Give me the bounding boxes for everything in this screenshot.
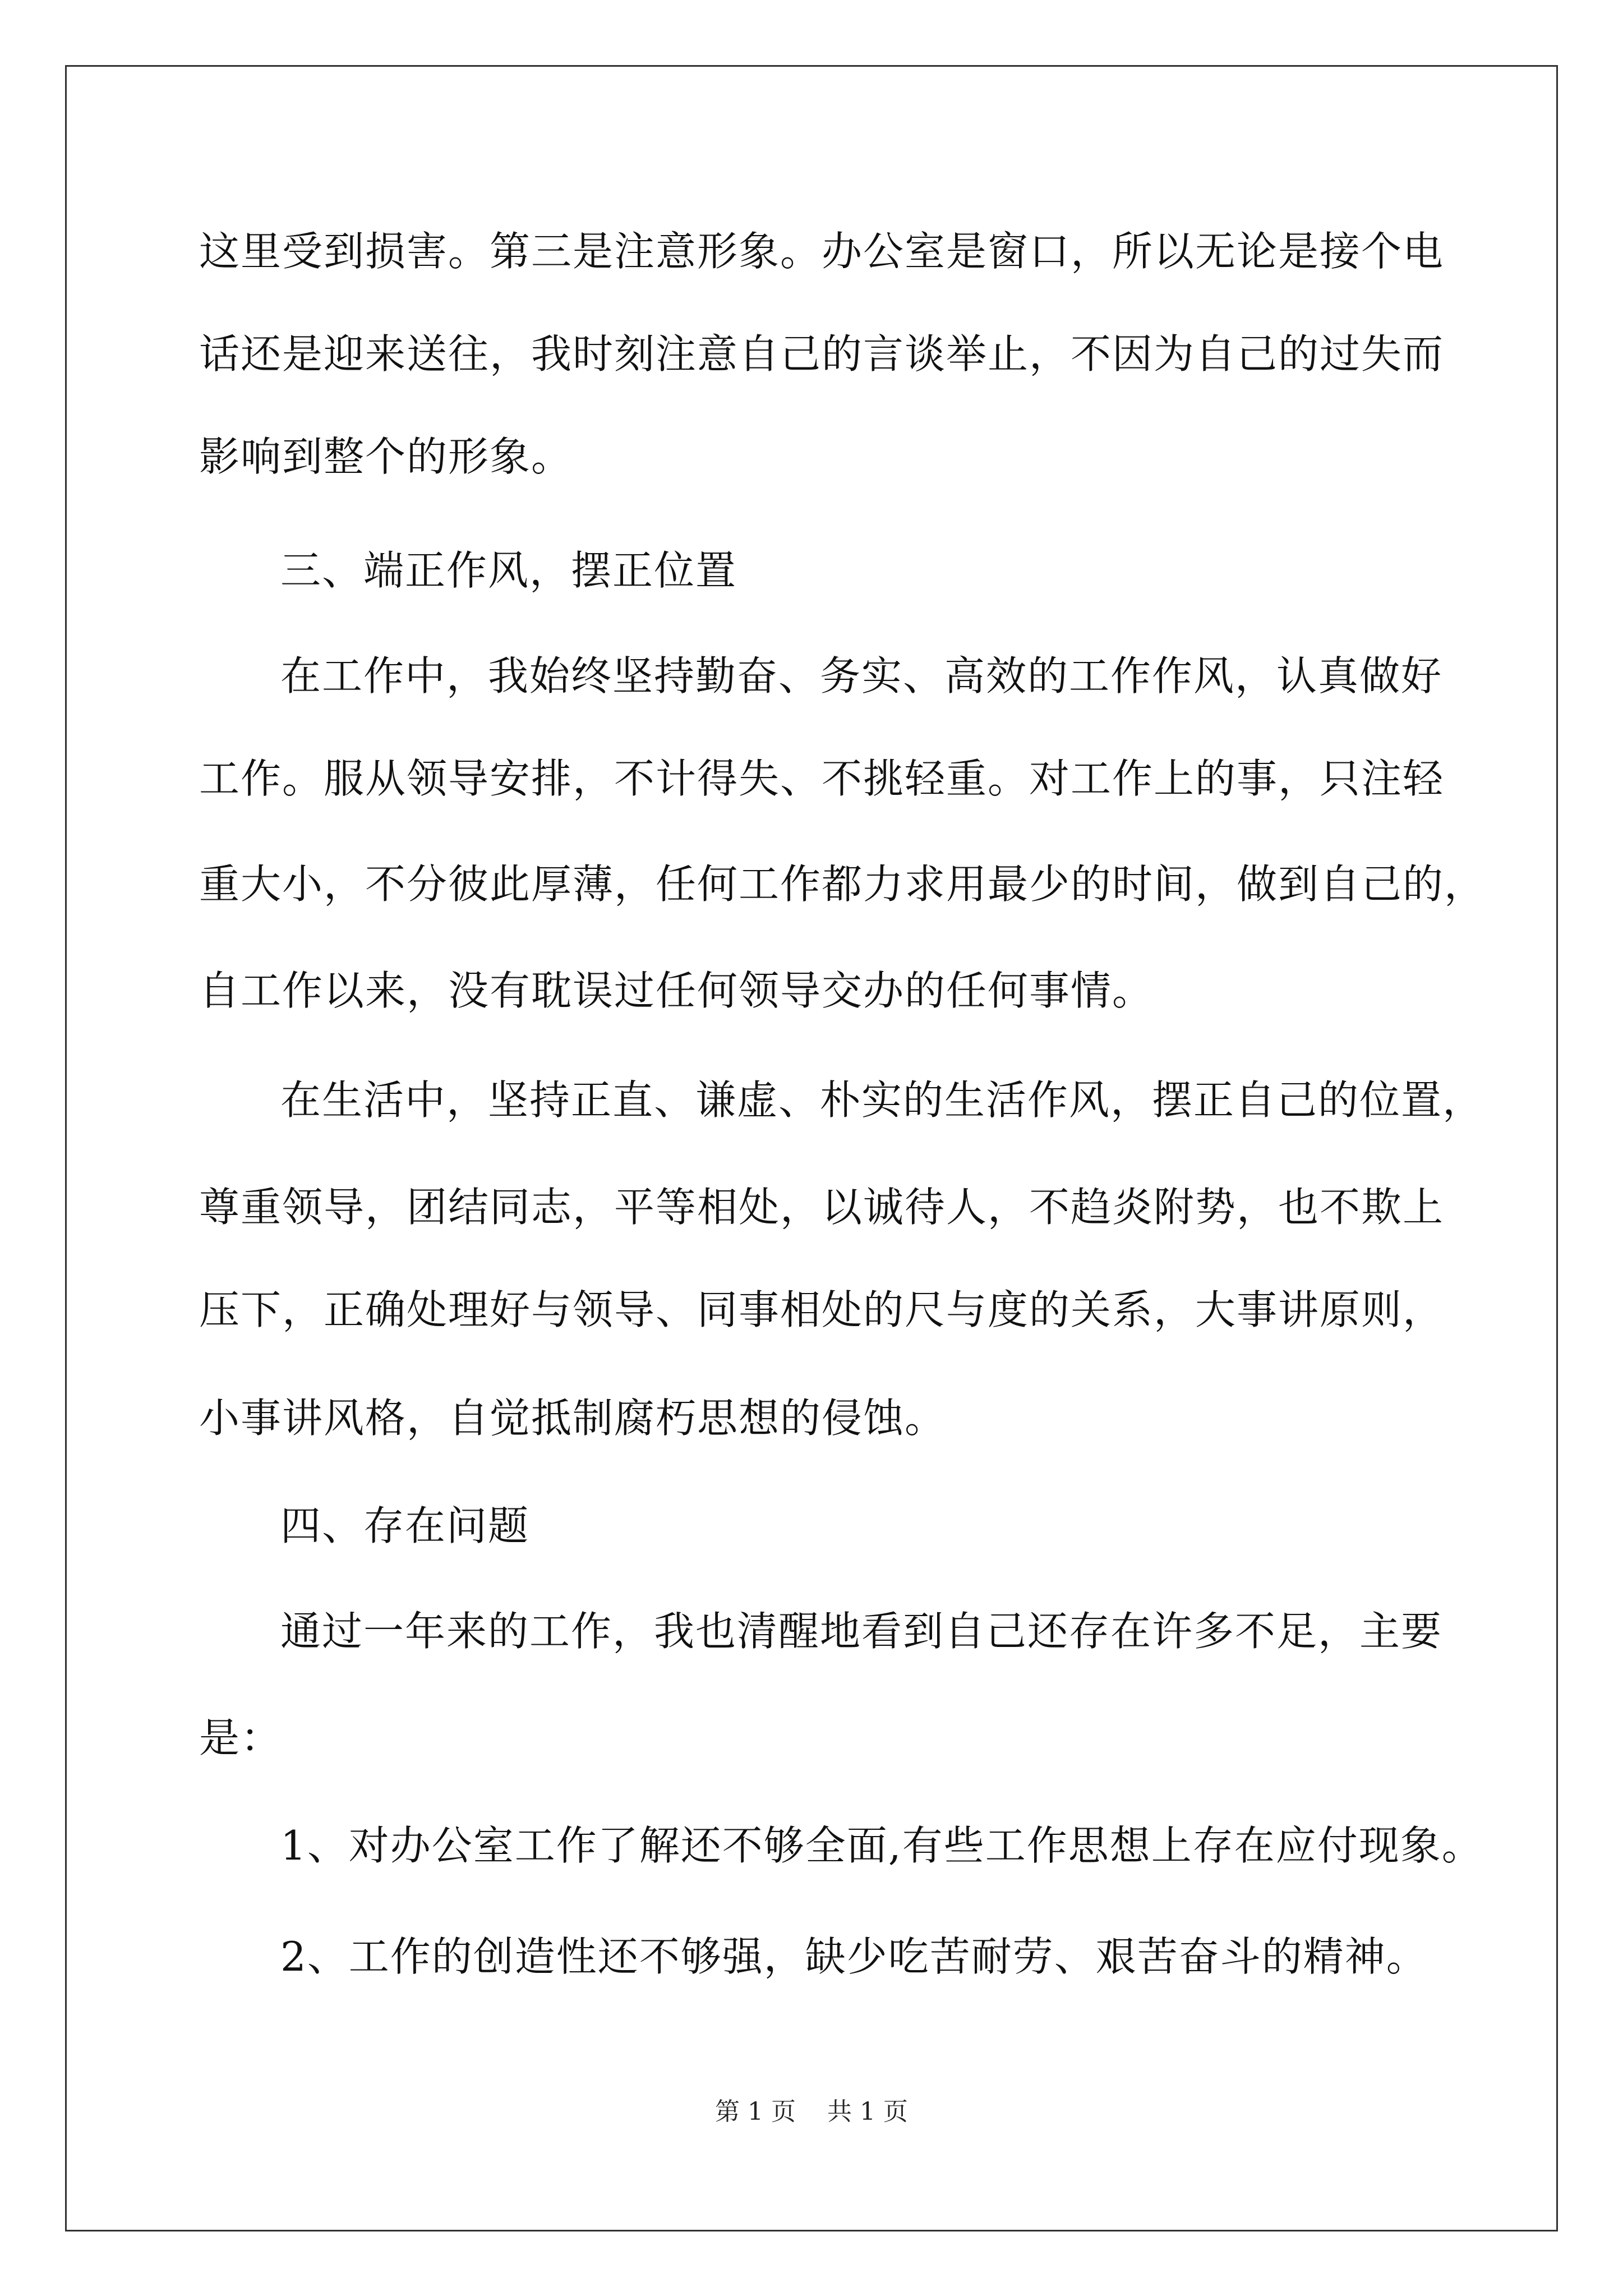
text-line: 自工作以来，没有耽误过任何领导交办的任何事情。 [199, 967, 1154, 1014]
text-line: 通过一年来的工作，我也清醒地看到自己还存在许多不足，主要 [280, 1608, 1443, 1655]
page-footer: 第 1 页 共 1 页 [715, 2097, 908, 2126]
text-line: 是： [199, 1714, 283, 1761]
text-line: 尊重领导，团结同志，平等相处，以诚待人，不趋炎附势，也不欺上 [199, 1184, 1445, 1231]
text-line: 这里受到损害。第三是注意形象。办公室是窗口，所以无论是接个电 [199, 228, 1445, 275]
text-line: 在生活中，坚持正直、谦虚、朴实的生活作风，摆正自己的位置， [280, 1076, 1484, 1124]
text-line: 压下，正确处理好与领导、同事相处的尺与度的关系，大事讲原则， [199, 1286, 1445, 1333]
text-line: 话还是迎来送往，我时刻注意自己的言谈举止，不因为自己的过失而 [199, 330, 1445, 378]
text-line: 工作。服从领导安排，不计得失、不挑轻重。对工作上的事，只注轻 [199, 755, 1445, 802]
section-heading: 四、存在问题 [280, 1502, 530, 1549]
list-item: 2、工作的创造性还不够强，缺少吃苦耐劳、艰苦奋斗的精神。 [280, 1933, 1428, 1980]
text-line: 小事讲风格，自觉抵制腐朽思想的侵蚀。 [199, 1395, 947, 1442]
list-item: 1、对办公室工作了解还不够全面,有些工作思想上存在应付现象。 [280, 1822, 1483, 1869]
section-heading: 三、端正作风，摆正位置 [280, 547, 737, 594]
text-line: 影响到整个的形象。 [199, 433, 573, 480]
page-frame [65, 65, 1558, 2231]
text-line: 在工作中，我始终坚持勤奋、务实、高效的工作作风，认真做好 [280, 652, 1443, 700]
text-line: 重大小，不分彼此厚薄，任何工作都力求用最少的时间，做到自己的， [199, 861, 1486, 908]
